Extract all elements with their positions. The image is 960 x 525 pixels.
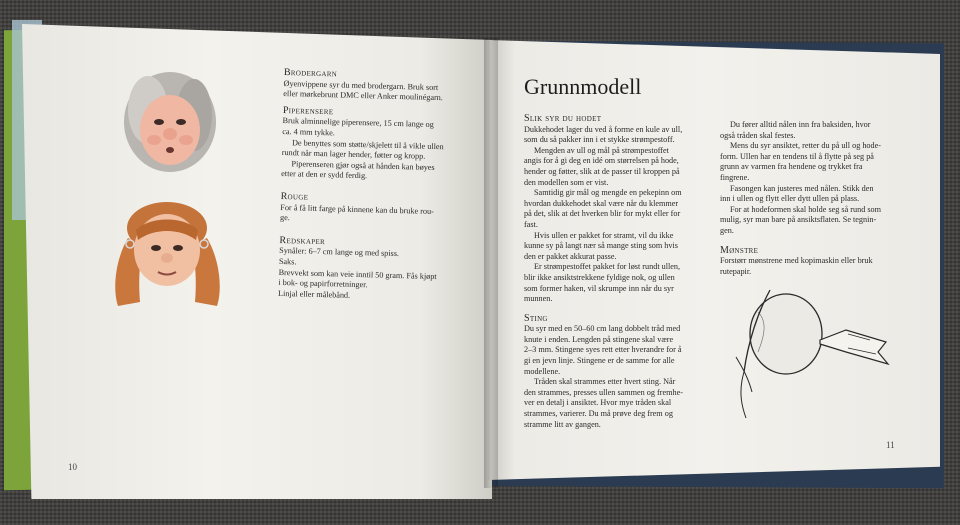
section-heading: Rouge	[280, 190, 309, 203]
section-heading: Slik syr du hodet	[524, 113, 602, 124]
book-gutter	[484, 38, 498, 488]
left-page-text: Brodergarn Øyenvippene syr du med brodergarn. Bruk sort eller mørkebrunt DMC eller Anker moulinégarn. Piperensere Bruk alminnelige piperensere, 15 cm lange og ca. 4 mm tykke. De benyttes som støtte/skjelett til å vikle ullen rundt når man lager hender, føtter og kropp. Piperenseren gjør også at hånden kan bøyes etter at den er sydd ferdig. Rouge For å få litt farge på kinnene kan du bruke rou- ge. Redskaper Synåler: 6–7 cm lange og med spiss. Saks. Brevvekt som kan veie inntil 50 gram. Fås kjøpt i bok- og papirforretninger. Linjal eller målebånd.	[278, 68, 474, 304]
right-page-column-1: Slik syr du hodet Dukkehodet lager du ved å forme en kule av ull, som du så pakker inn i et stykke strømpestoff. Mengden av ull og mål på strømpestoffet angis for å gi deg en idé om størrelsen på hode, hender og føtter, slik at de passer til kroppen på den modellen som er vist. Samtidig gir mål og mengde en pekepinn om hvordan dukkehodet skal være når du klemmer på det, slik at det hverken blir for mykt eller for fast. Hvis ullen er pakket for stramt, vil du ikke kunne sy på langt nær så mange sting som hvis den er pakket akkurat passe. Er strømpestoffet pakket for løst rundt ullen, blir ikke ansiktstrekkene fyldige nok, og ullen som former haken, vil skrumpe inn når du syr munnen. Sting Du syr med en 50–60 cm lang dobbelt tråd med knute i enden. Lengden på stingene skal være 2–3 mm. Stingene syes rett etter hverandre for å gi en jevn linje. Stingene er de samme for alle modellene. Tråden skal strammes etter hvert sting. Når den strammes, presses ullen sammen og fremhe- ver en detalj i ansiktet. Hvor mye tråden skal strammes, varierer. Du må prøve deg frem og stramme litt av gangen.	[524, 114, 712, 430]
doll-head-grey-hair	[118, 70, 223, 180]
page-title: Grunnmodell	[524, 74, 642, 99]
section-heading: Sting	[524, 312, 548, 324]
right-page-column-2: Du fører alltid nålen inn fra baksiden, hvor også tråden skal festes. Mens du syr ansiktet, retter du på ull og hode- form. Ullen har en tendens til å flytte på seg på grunn av varmen fra hendene og trykket fra fingrene. Fasongen kan justeres med nålen. Stikk den inn i ullen og flytt eller dytt ullen på plass. For at hodeformen skal holde seg så rund som mulig, syr man bare på ansiktsflaten. Se tegnin- gen. Mønstre Forstørr mønstrene med kopimaskin eller bruk rutepapir.	[720, 120, 910, 277]
sewing-illustration	[728, 282, 898, 422]
left-page-number: 10	[68, 462, 77, 472]
section-heading: Mønstre	[720, 244, 759, 256]
section-heading: Piperensere	[282, 104, 334, 118]
doll-head-red-pigtails	[110, 198, 225, 310]
section-heading: Redskaper	[279, 234, 326, 247]
section-heading: Brodergarn	[283, 67, 338, 80]
right-page-number: 11	[886, 440, 895, 450]
